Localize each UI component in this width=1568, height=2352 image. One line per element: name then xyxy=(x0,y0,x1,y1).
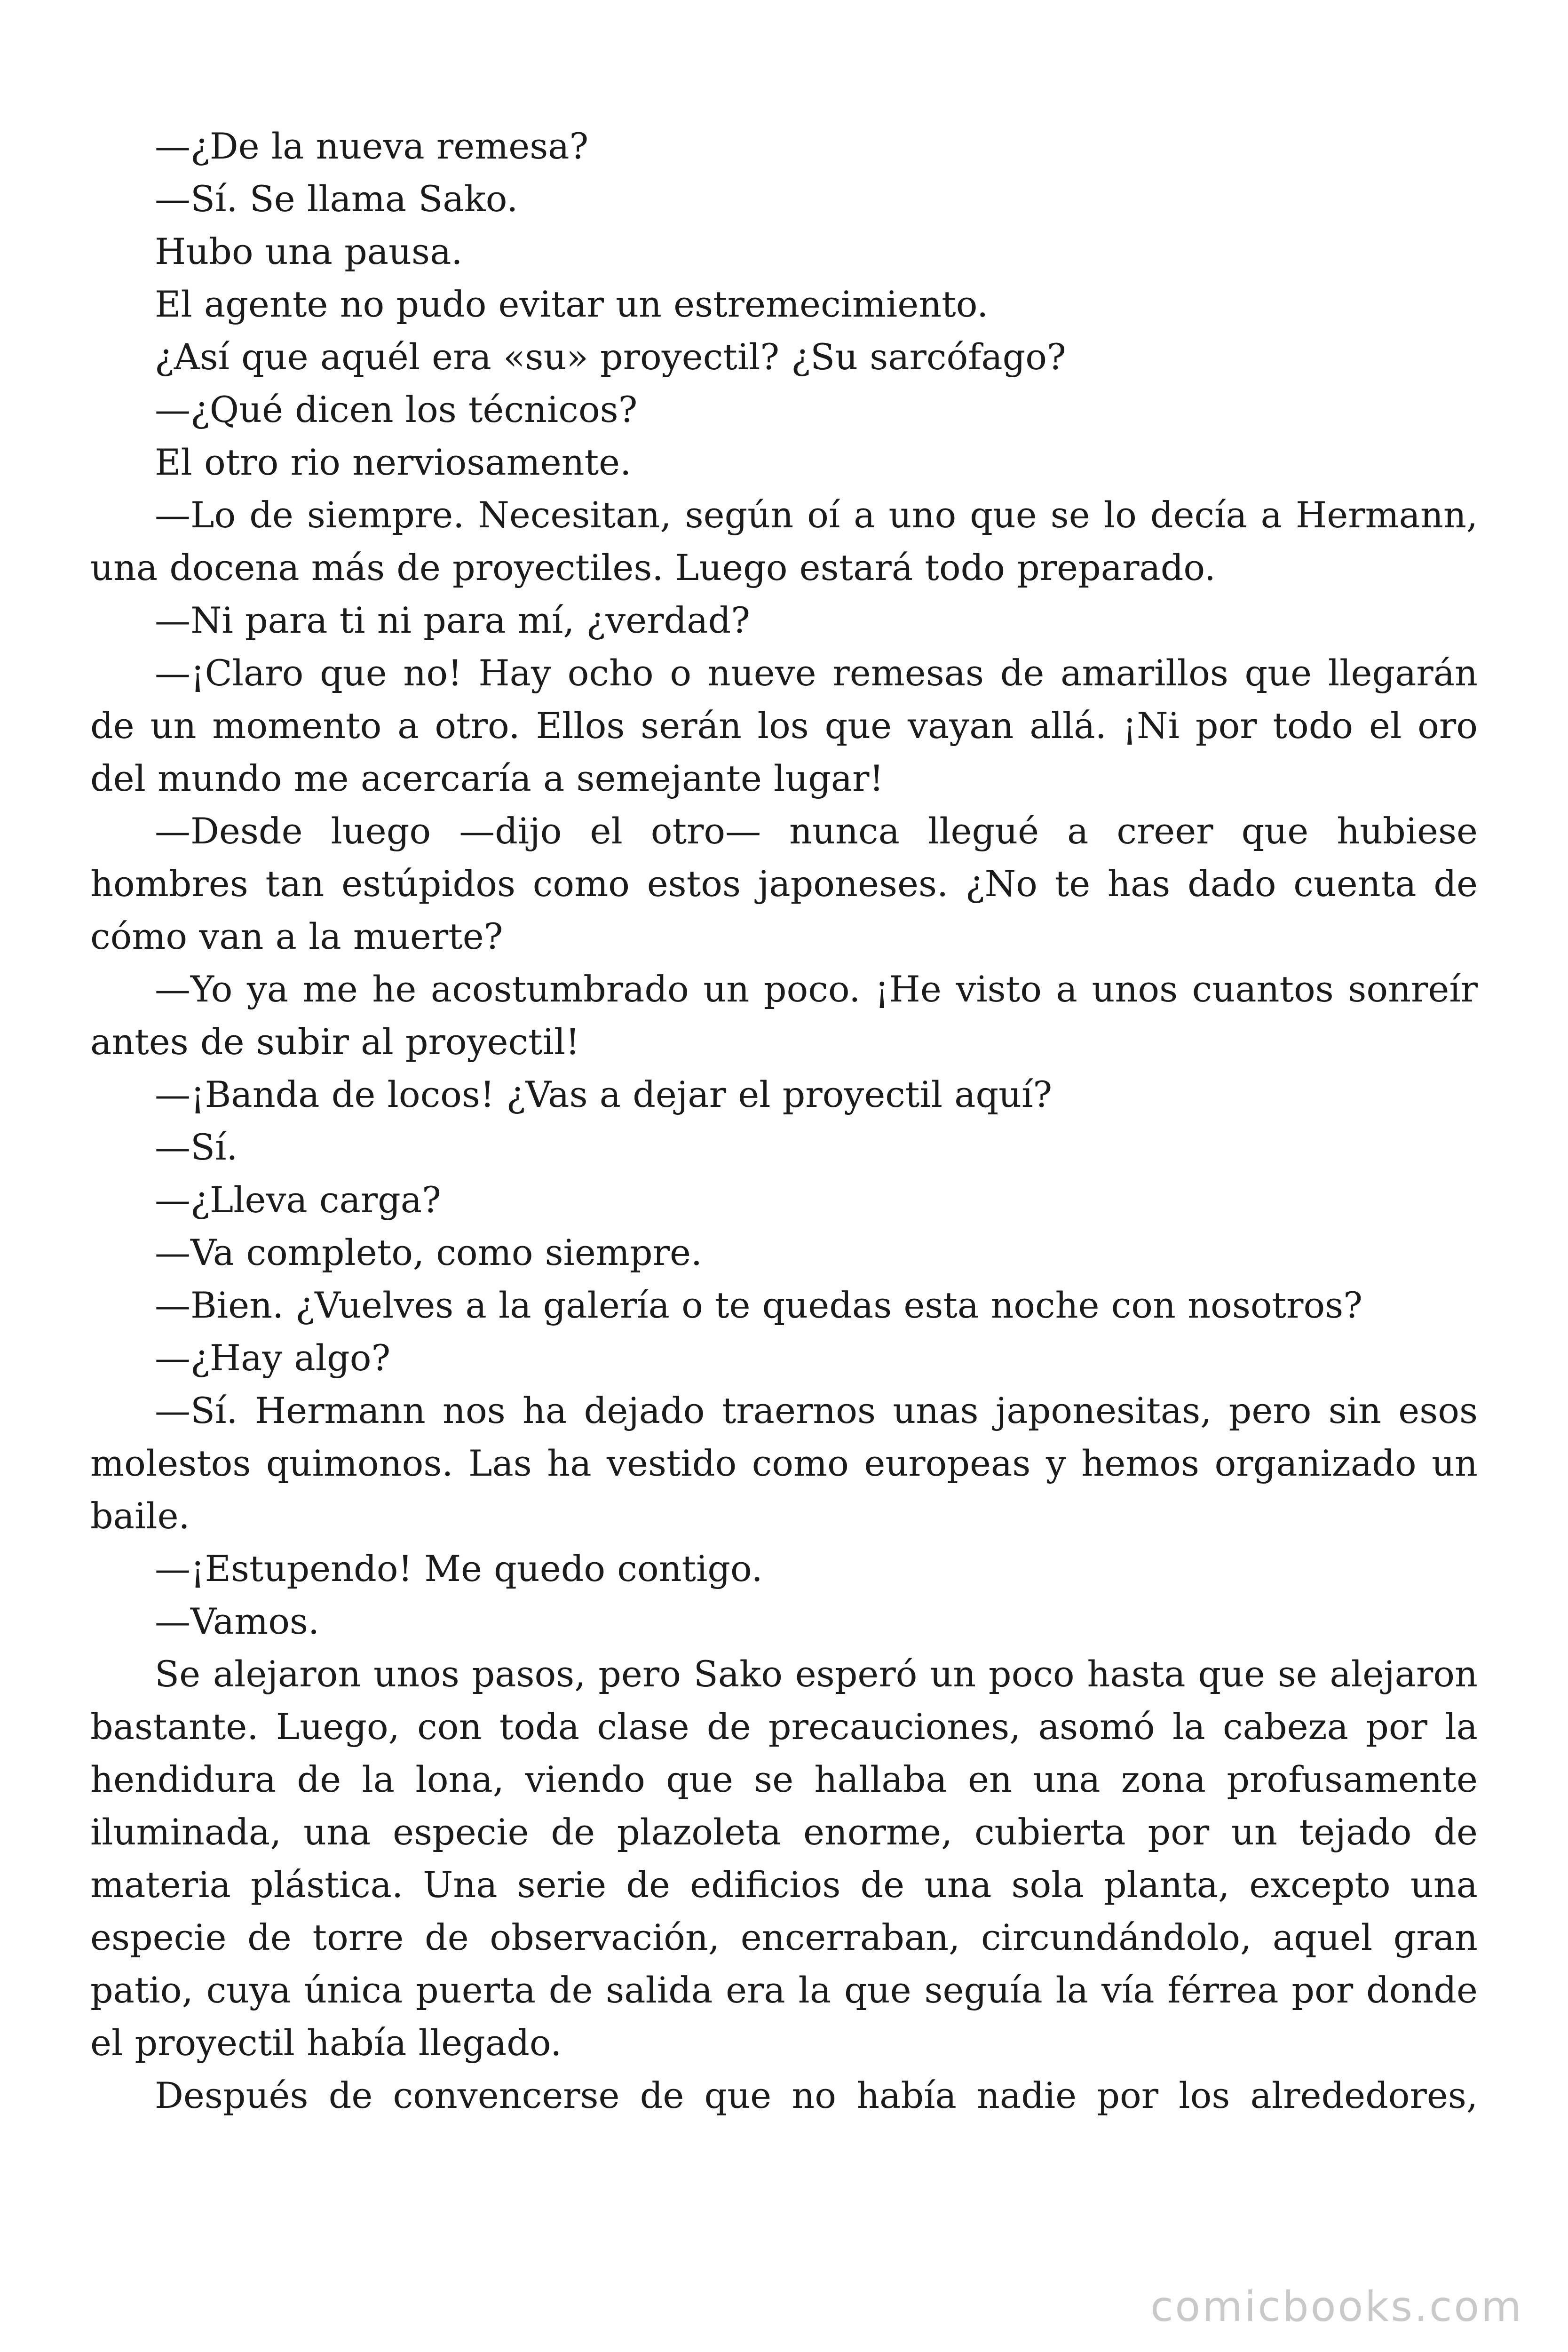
narration-line: El otro rio nerviosamente. xyxy=(155,441,632,483)
dialogue-line: —¡Banda de locos! ¿Vas a dejar el proyectil aquí? xyxy=(155,1073,1053,1115)
dialogue-paragraph: —Yo ya me he acostumbrado un poco. ¡He visto a unos cuantos sonreír antes de subir al proyectil! xyxy=(90,968,1478,1063)
dialogue-paragraph: —Sí. Hermann nos ha dejado traernos unas japonesitas, pero sin esos molestos quimonos. Las ha vestido como europeas y hemos organizado un baile. xyxy=(90,1390,1478,1537)
dialogue-line: —Bien. ¿Vuelves a la galería o te quedas esta noche con nosotros? xyxy=(155,1284,1362,1326)
dialogue-line: —¡Estupendo! Me quedo contigo. xyxy=(155,1548,763,1589)
dialogue-line: —¿Lleva carga? xyxy=(155,1179,441,1221)
site-watermark: comicbooks.com xyxy=(1150,2282,1523,2331)
dialogue-line: —Ni para ti ni para mí, ¿verdad? xyxy=(155,599,750,641)
dialogue-line: —¿Hay algo? xyxy=(155,1337,391,1379)
narration-line: El agente no pudo evitar un estremecimiento. xyxy=(155,283,989,325)
dialogue-paragraph: —¡Claro que no! Hay ocho o nueve remesas de amarillos que llegarán de un momento a otro. Ellos serán los que vayan allá. ¡Ni por todo el oro del mundo me acercaría a semejante lugar! xyxy=(90,652,1478,799)
dialogue-line: —Sí. xyxy=(155,1126,238,1168)
dialogue-line: —Vamos. xyxy=(155,1600,320,1642)
dialogue-line: —Va completo, como siempre. xyxy=(155,1232,703,1273)
dialogue-paragraph: —Desde luego —dijo el otro— nunca llegué a creer que hubiese hombres tan estúpidos como estos japoneses. ¿No te has dado cuenta de cómo van a la muerte? xyxy=(90,810,1478,957)
dialogue-paragraph: —Lo de siempre. Necesitan, según oí a uno que se lo decía a Hermann, una docena más de proyectiles. Luego estará todo preparado. xyxy=(90,494,1478,588)
dialogue-line: —¿De la nueva remesa? xyxy=(155,125,589,167)
narration-line: Hubo una pausa. xyxy=(155,230,463,272)
dialogue-line: —¿Qué dicen los técnicos? xyxy=(155,389,638,430)
book-page-text xyxy=(90,120,1478,2122)
narration-paragraph: Se alejaron unos pasos, pero Sako esperó un poco hasta que se alejaron bastante. Luego, con toda clase de precauciones, asomó la cabeza por la hendidura de la lona, viendo que se hallaba en una zona profusamente iluminada, una especie de plazoleta enorme, cubierta por un tejado de materia plástica. Una serie de edificios de una sola planta, excepto una especie de torre de observación, encerraban, circundándolo, aquel gran patio, cuya única puerta de salida era la que seguía la vía férrea por donde el proyectil había llegado. xyxy=(90,1653,1478,2064)
narration-paragraph-continued: Después de convencerse de que no había nadie por los alrededores, xyxy=(155,2074,1478,2116)
dialogue-line: —Sí. Se llama Sako. xyxy=(155,178,518,220)
narration-line: ¿Así que aquél era «su» proyectil? ¿Su sarcófago? xyxy=(155,336,1066,378)
